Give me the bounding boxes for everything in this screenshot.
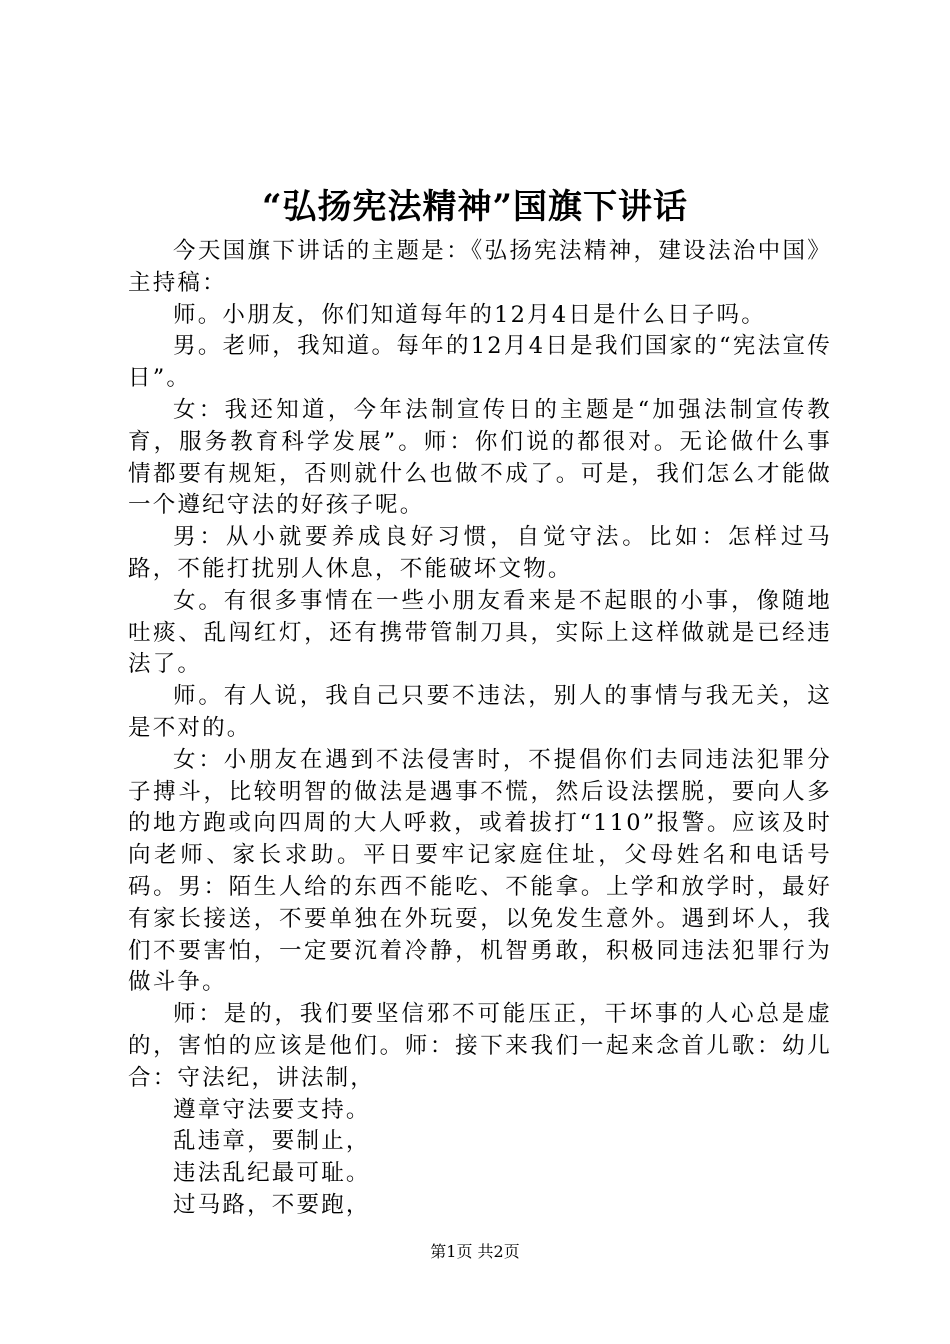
verse-line: 遵章守法要支持。 xyxy=(173,1096,371,1123)
paragraph: 男。老师，我知道。每年的12月4日是我们国家的“宪法宣传日”。 xyxy=(128,333,832,392)
paragraph: 师：是的，我们要坚信邪不可能压正，干坏事的人心总是虚的，害怕的应该是他们。师：接下来我们一起来念首儿歌：幼儿合：守法纪，讲法制， xyxy=(128,1001,832,1091)
verse-line: 违法乱纪最可耻。 xyxy=(173,1160,371,1187)
paragraph: 女：小朋友在遇到不法侵害时，不提倡你们去同违法犯罪分子搏斗，比较明智的做法是遇事不慌，然后设法摆脱，要向人多的地方跑或向四周的大人呼救，或着拔打“110”报警。应该及时向老师、家长求助。平日要牢记家庭住址，父母姓名和电话号码。男：陌生人给的东西不能吃、不能拿。上学和放学时，最好有家长接送，不要单独在外玩耍，以免发生意外。遇到坏人，我们不要害怕，一定要沉着冷静，机智勇敢，积极同违法犯罪行为做斗争。 xyxy=(128,746,832,996)
paragraph: 今天国旗下讲话的主题是：《弘扬宪法精神，建设法治中国》主持稿： xyxy=(128,238,832,296)
paragraph: 师。小朋友，你们知道每年的12月4日是什么日子吗。 xyxy=(173,301,766,328)
verse-line: 乱违章，要制止， xyxy=(173,1128,371,1155)
page-footer: 第1页 共2页 xyxy=(430,1242,520,1261)
document-title: “弘扬宪法精神”国旗下讲话 xyxy=(261,187,689,227)
paragraph: 师。有人说，我自己只要不违法，别人的事情与我无关，这是不对的。 xyxy=(128,683,832,741)
paragraph: 男：从小就要养成良好习惯，自觉守法。比如：怎样过马路，不能打扰别人休息，不能破坏文物。 xyxy=(128,524,832,582)
paragraph: 女：我还知道，今年法制宣传日的主题是“加强法制宣传教育，服务教育科学发展”。师：你们说的都很对。无论做什么事情都要有规矩，否则就什么也做不成了。可是，我们怎么才能做一个遵纪守法的好孩子呢。 xyxy=(128,396,832,519)
paragraph: 女。有很多事情在一些小朋友看来是不起眼的小事，像随地吐痰、乱闯红灯，还有携带管制刀具，实际上这样做就是已经违法了。 xyxy=(128,587,832,678)
document-body xyxy=(128,236,832,1222)
verse-line: 过马路，不要跑， xyxy=(173,1191,371,1218)
